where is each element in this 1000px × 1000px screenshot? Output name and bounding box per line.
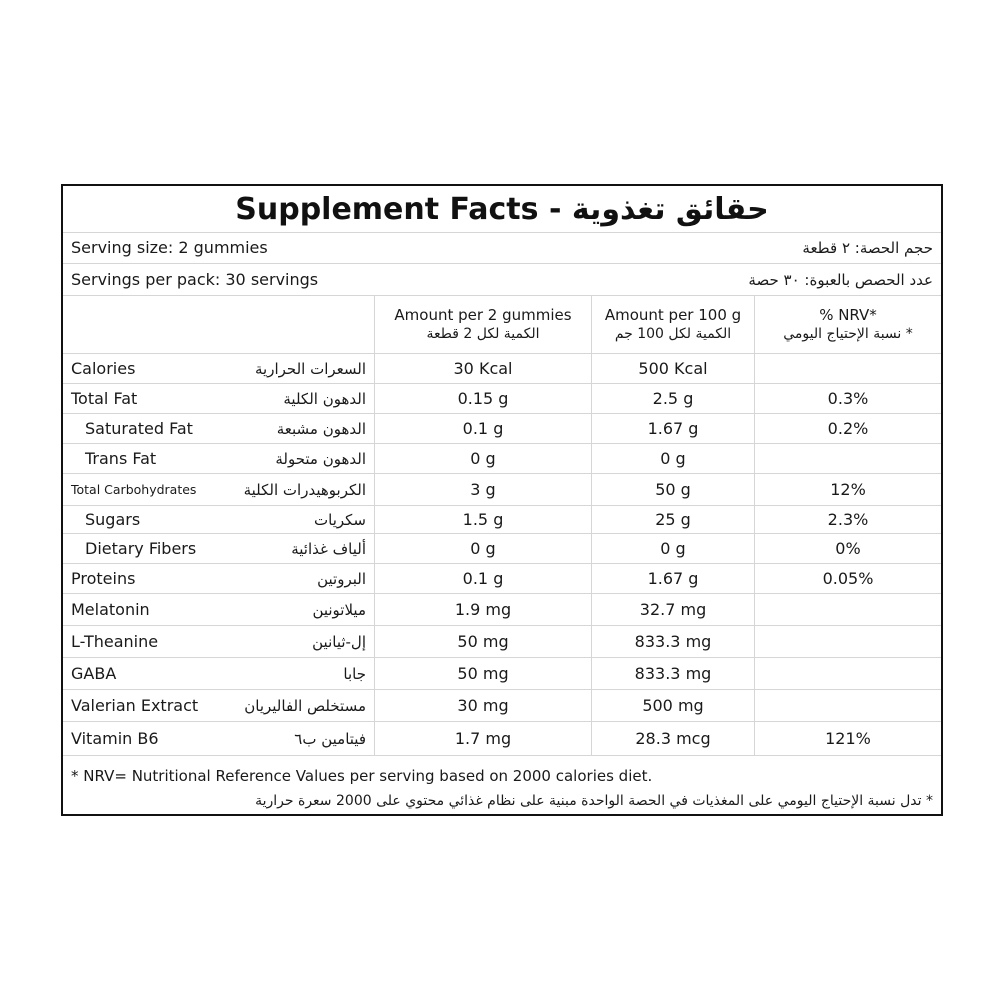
- header-nrv: [754, 296, 941, 353]
- nutrient-name-en: Dietary Fibers: [85, 539, 197, 558]
- nrv-percent: [754, 658, 941, 689]
- nutrient-name-ar: الكربوهيدرات الكلية: [243, 480, 366, 499]
- amount-per-100g: 0 g: [591, 534, 754, 563]
- nutrient-name-en: Calories: [71, 359, 136, 378]
- nutrient-name-cell: [63, 594, 374, 625]
- amount-per-serving: 0 g: [374, 444, 591, 473]
- nutrient-name-en: Vitamin B6: [71, 729, 159, 748]
- table-row: [63, 444, 941, 474]
- nutrient-name-ar: ألياف غذائية: [291, 539, 366, 558]
- amount-per-serving: 1.7 mg: [374, 722, 591, 755]
- nrv-percent: 0.05%: [754, 564, 941, 593]
- header-per-100g: [591, 296, 754, 353]
- serving-size-row: [63, 232, 941, 264]
- amount-per-serving: 50 mg: [374, 658, 591, 689]
- amount-per-100g: 50 g: [591, 474, 754, 505]
- table-row: [63, 354, 941, 384]
- nutrient-name-cell: [63, 690, 374, 721]
- nutrient-name-cell: [63, 384, 374, 413]
- amount-per-serving: 30 mg: [374, 690, 591, 721]
- header-per-100g-ar: الكمية لكل 100 جم: [614, 325, 732, 342]
- table-header-row: [63, 296, 941, 354]
- table-row: [63, 690, 941, 722]
- nutrient-name-en: Trans Fat: [85, 449, 157, 468]
- nutrient-name-cell: [63, 474, 374, 505]
- nutrient-name-ar: الدهون الكلية: [283, 389, 366, 408]
- amount-per-serving: 30 Kcal: [374, 354, 591, 383]
- amount-per-100g: 28.3 mcg: [591, 722, 754, 755]
- amount-per-100g: 32.7 mg: [591, 594, 754, 625]
- table-row: [63, 414, 941, 444]
- nrv-percent: [754, 690, 941, 721]
- amount-per-serving: 0 g: [374, 534, 591, 563]
- footnote: [63, 761, 941, 816]
- amount-per-serving: 0.1 g: [374, 414, 591, 443]
- table-row: [63, 722, 941, 756]
- nrv-percent: 2.3%: [754, 506, 941, 533]
- table-row: [63, 506, 941, 534]
- serving-size-ar: حجم الحصة: ٢ قطعة: [802, 238, 933, 257]
- nutrient-name-en: Valerian Extract: [71, 696, 199, 715]
- table-row: [63, 534, 941, 564]
- amount-per-100g: 500 Kcal: [591, 354, 754, 383]
- nutrient-name-cell: [63, 506, 374, 533]
- amount-per-100g: 25 g: [591, 506, 754, 533]
- nutrient-name-ar: الدهون متحولة: [275, 449, 366, 468]
- nrv-percent: [754, 626, 941, 657]
- panel-title: [63, 186, 941, 233]
- header-nrv-ar: * نسبة الإحتياج اليومي: [783, 325, 913, 342]
- amount-per-100g: 833.3 mg: [591, 658, 754, 689]
- nutrient-name-ar: الدهون مشبعة: [276, 419, 366, 438]
- nrv-percent: 0%: [754, 534, 941, 563]
- nutrient-name-en: L-Theanine: [71, 632, 159, 651]
- servings-per-pack-ar: عدد الحصص بالعبوة: ٣٠ حصة: [748, 270, 933, 289]
- nutrient-name-cell: [63, 564, 374, 593]
- table-row: [63, 626, 941, 658]
- footnote-en: * NRV= Nutritional Reference Values per serving based on 2000 calories diet.: [71, 767, 653, 785]
- nrv-percent: 0.3%: [754, 384, 941, 413]
- nutrient-name-ar: السعرات الحرارية: [254, 359, 366, 378]
- nutrient-name-cell: [63, 722, 374, 755]
- nutrient-name-cell: [63, 414, 374, 443]
- supplement-facts-panel: [61, 184, 943, 816]
- nrv-percent: 12%: [754, 474, 941, 505]
- header-nrv-en: % NRV*: [819, 305, 877, 324]
- nutrient-name-cell: [63, 658, 374, 689]
- amount-per-100g: 500 mg: [591, 690, 754, 721]
- nutrient-name-en: Saturated Fat: [85, 419, 193, 438]
- title-arabic: حقائق تغذوية: [571, 191, 769, 227]
- nrv-percent: 0.2%: [754, 414, 941, 443]
- amount-per-serving: 1.5 g: [374, 506, 591, 533]
- servings-per-pack-row: [63, 264, 941, 296]
- servings-per-pack-en: Servings per pack: 30 servings: [71, 270, 319, 289]
- amount-per-100g: 1.67 g: [591, 414, 754, 443]
- table-row: [63, 594, 941, 626]
- amount-per-100g: 0 g: [591, 444, 754, 473]
- nutrient-name-ar: فيتامين ب٦: [294, 729, 366, 748]
- serving-size-en: Serving size: 2 gummies: [71, 238, 268, 257]
- nrv-percent: [754, 444, 941, 473]
- nutrient-name-ar: سكريات: [314, 510, 366, 529]
- nrv-percent: 121%: [754, 722, 941, 755]
- nutrient-name-cell: [63, 626, 374, 657]
- table-row: [63, 564, 941, 594]
- nutrient-name-ar: البروتين: [317, 569, 366, 588]
- table-row: [63, 474, 941, 506]
- nutrient-name-en: Sugars: [85, 510, 141, 529]
- nutrient-name-cell: [63, 534, 374, 563]
- nutrient-name-en: Melatonin: [71, 600, 150, 619]
- amount-per-100g: 833.3 mg: [591, 626, 754, 657]
- nutrient-name-ar: مستخلص الفاليريان: [244, 696, 366, 715]
- header-per-serving-en: Amount per 2 gummies: [394, 305, 572, 324]
- amount-per-100g: 1.67 g: [591, 564, 754, 593]
- header-per-serving: [374, 296, 591, 353]
- title-english: Supplement Facts -: [235, 191, 562, 227]
- nutrient-name-ar: جابا: [343, 664, 366, 683]
- nrv-percent: [754, 594, 941, 625]
- amount-per-serving: 3 g: [374, 474, 591, 505]
- table-row: [63, 658, 941, 690]
- header-per-serving-ar: الكمية لكل 2 قطعة: [426, 325, 540, 342]
- nutrient-name-ar: ميلاتونين: [312, 600, 366, 619]
- amount-per-serving: 50 mg: [374, 626, 591, 657]
- nutrient-name-en: GABA: [71, 664, 117, 683]
- amount-per-100g: 2.5 g: [591, 384, 754, 413]
- header-per-100g-en: Amount per 100 g: [604, 305, 742, 324]
- nutrient-name-en: Total Fat: [71, 389, 138, 408]
- footnote-ar: * تدل نسبة الإحتياج اليومي على المغذيات في الحصة الواحدة مبنية على نظام غذائي محتوي على 2000 سعرة حرارية: [255, 793, 933, 809]
- amount-per-serving: 0.15 g: [374, 384, 591, 413]
- nutrient-name-cell: [63, 354, 374, 383]
- nutrient-name-en: Proteins: [71, 569, 136, 588]
- nutrient-name-ar: إل-ثيانين: [312, 632, 366, 651]
- header-nutrient-cell: [63, 296, 374, 353]
- nutrient-name-cell: [63, 444, 374, 473]
- nutrient-name-en: Total Carbohydrates: [71, 482, 197, 497]
- table-row: [63, 384, 941, 414]
- amount-per-serving: 1.9 mg: [374, 594, 591, 625]
- nrv-percent: [754, 354, 941, 383]
- amount-per-serving: 0.1 g: [374, 564, 591, 593]
